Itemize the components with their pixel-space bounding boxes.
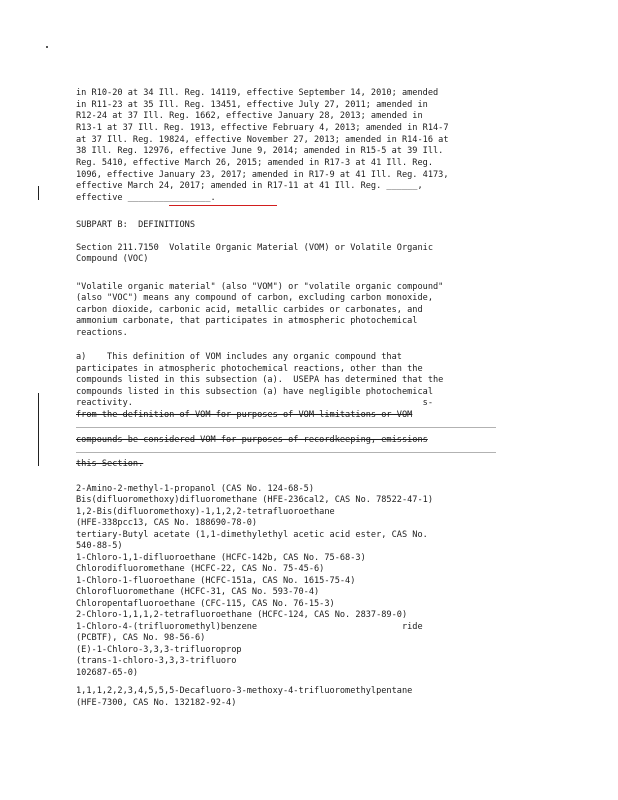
compound-line: 1-Chloro-4-(trifluoromethyl)benzene ride xyxy=(76,622,423,632)
subpart-heading: SUBPART B: DEFINITIONS xyxy=(76,220,195,230)
compound-line: (PCBTF), CAS No. 98-56-6) xyxy=(76,633,206,643)
compound-line: Chlorodifluoromethane (HCFC-22, CAS No. 75-45-6) xyxy=(76,564,325,574)
definition-line: ammonium carbonate, that participates in atmospheric photochemical xyxy=(76,316,418,326)
compound-line: (E)-1-Chloro-3,3,3-trifluoroprop xyxy=(76,645,242,655)
history-line: R12-24 at 37 Ill. Reg. 1662, effective January 28, 2013; amended in xyxy=(76,111,423,121)
compound-line: 102687-65-0) xyxy=(76,668,139,678)
red-underline-mark xyxy=(169,205,277,206)
margin-change-bar xyxy=(38,186,39,200)
history-line: at 37 Ill. Reg. 19824, effective November 27, 2013; amended in R14-16 at xyxy=(76,135,449,145)
struck-text-line: compounds be considered VOM for purposes of recordkeeping, emissions xyxy=(76,435,428,445)
compound-line: 1-Chloro-1-fluoroethane (HCFC-151a, CAS No. 1615-75-4) xyxy=(76,576,356,586)
compound-line: Chloropentafluoroethane (CFC-115, CAS No. 76-15-3) xyxy=(76,599,335,609)
history-line: 1096, effective January 23, 2017; amended in R17-9 at 41 Ill. Reg. 4173, xyxy=(76,170,449,180)
history-line: Reg. 5410, effective March 26, 2015; amended in R17-3 at 41 Ill. Reg. xyxy=(76,158,433,168)
compound-line: (HFE-338pcc13, CAS No. 188690-78-0) xyxy=(76,518,258,528)
subsection-a-line: participates in atmospheric photochemical reactions, other than the xyxy=(76,364,423,374)
subsection-a-line: a) This definition of VOM includes any organic compound that xyxy=(76,352,402,362)
section-heading: Section 211.7150 Volatile Organic Material (VOM) or Volatile Organic xyxy=(76,243,433,253)
compound-line: Bis(difluoromethoxy)difluoromethane (HFE-236cal2, CAS No. 78522-47-1) xyxy=(76,495,433,505)
faint-scan-line xyxy=(76,452,496,453)
history-line: R13-1 at 37 Ill. Reg. 1913, effective February 4, 2013; amended in R14-7 xyxy=(76,123,449,133)
struck-text-line: from the definition of VOM for purposes of VOM limitations or VOM xyxy=(76,410,413,420)
definition-line: (also "VOC") means any compound of carbon, excluding carbon monoxide, xyxy=(76,293,433,303)
history-line: effective ________________. xyxy=(76,193,216,203)
faint-scan-line xyxy=(76,427,496,428)
margin-change-bar xyxy=(38,393,39,466)
definition-line: reactions. xyxy=(76,328,128,338)
compound-line: 1,1,1,2,2,3,4,5,5,5-Decafluoro-3-methoxy-4-trifluoromethylpentane xyxy=(76,686,413,696)
compound-line: 2-Amino-2-methyl-1-propanol (CAS No. 124-68-5) xyxy=(76,484,314,494)
section-heading: Compound (VOC) xyxy=(76,254,149,264)
compound-line: 1-Chloro-1,1-difluoroethane (HCFC-142b, CAS No. 75-68-3) xyxy=(76,553,366,563)
definition-line: "Volatile organic material" (also "VOM") or "volatile organic compound" xyxy=(76,282,444,292)
scan-speck xyxy=(46,46,48,48)
history-line: in R11-23 at 35 Ill. Reg. 13451, effective July 27, 2011; amended in xyxy=(76,100,428,110)
subsection-a-line: compounds listed in this subsection (a) have negligible photochemical xyxy=(76,387,433,397)
struck-text-line: this Section. xyxy=(76,459,144,469)
compound-line: 540-88-5) xyxy=(76,541,123,551)
compound-line: 2-Chloro-1,1,1,2-tetrafluoroethane (HCFC-124, CAS No. 2837-89-0) xyxy=(76,610,408,620)
compound-line: (HFE-7300, CAS No. 132182-92-4) xyxy=(76,698,237,708)
subsection-a-line: compounds listed in this subsection (a). USEPA has determined that the xyxy=(76,375,444,385)
compound-line: tertiary-Butyl acetate (1,1-dimethylethyl acetic acid ester, CAS No. xyxy=(76,530,428,540)
history-line: 38 Ill. Reg. 12976, effective June 9, 2014; amended in R15-5 at 39 Ill. xyxy=(76,146,444,156)
definition-line: carbon dioxide, carbonic acid, metallic carbides or carbonates, and xyxy=(76,305,423,315)
history-line: effective March 24, 2017; amended in R17-11 at 41 Ill. Reg. ______, xyxy=(76,181,423,191)
compound-line: (trans-1-chloro-3,3,3-trifluoro xyxy=(76,656,237,666)
subsection-a-line: reactivity. s- xyxy=(76,398,433,408)
compound-line: 1,2-Bis(difluoromethoxy)-1,1,2,2-tetrafluoroethane xyxy=(76,507,335,517)
compound-line: Chlorofluoromethane (HCFC-31, CAS No. 593-70-4) xyxy=(76,587,320,597)
history-line: in R10-20 at 34 Ill. Reg. 14119, effective September 14, 2010; amended xyxy=(76,88,439,98)
